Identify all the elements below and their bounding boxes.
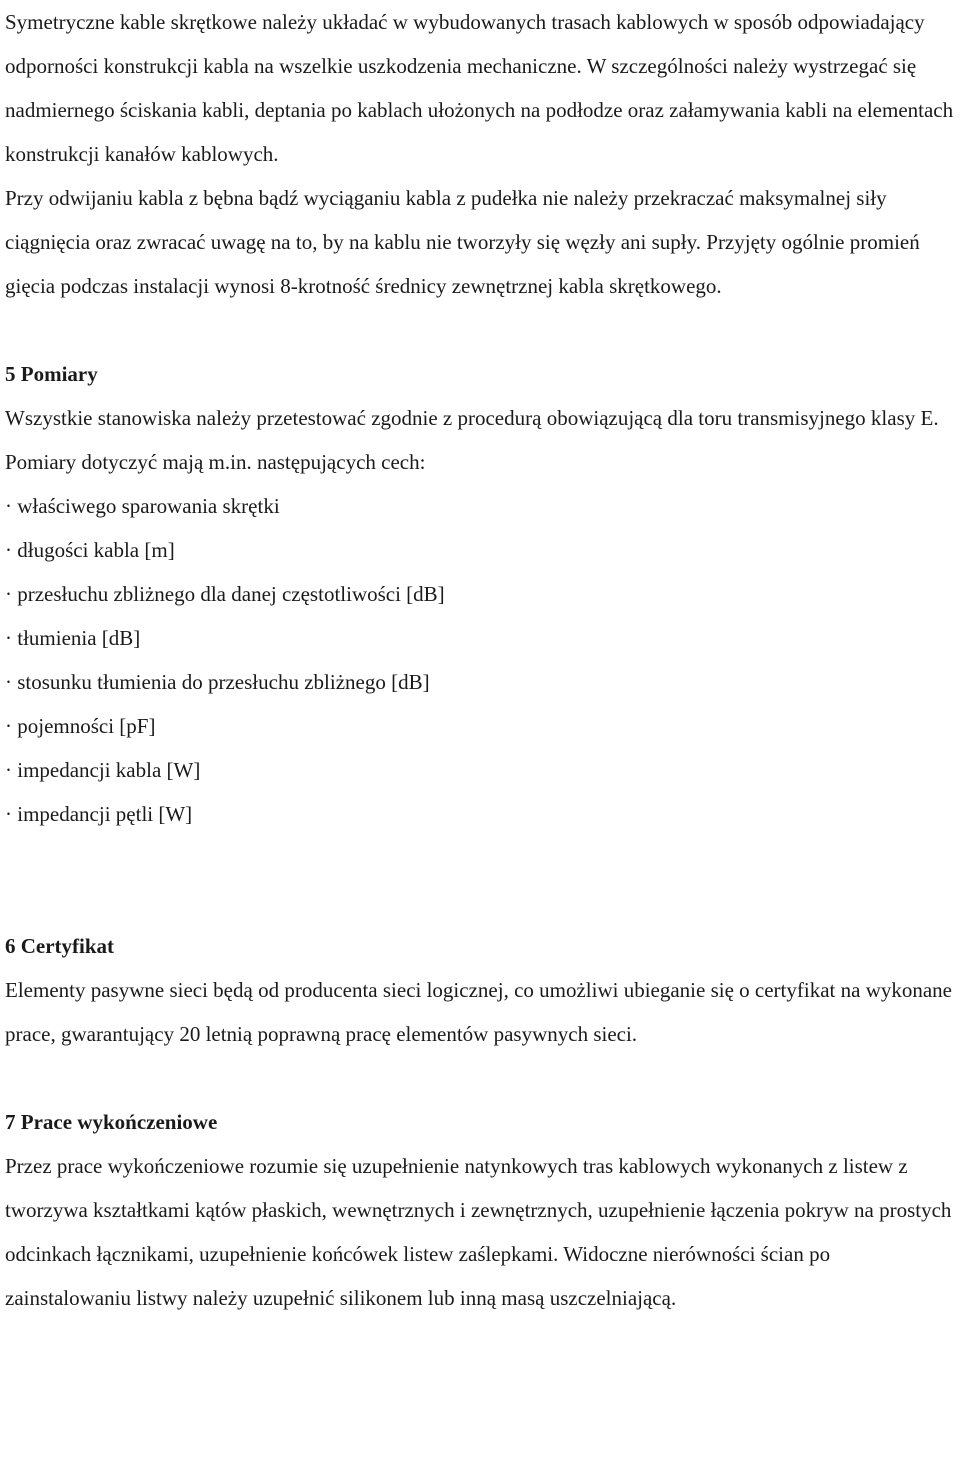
section-6-text: Elementy pasywne sieci będą od producenta sieci logicznej, co umożliwi ubieganie się o certyfikat na wykonane prace, gwarantujący 20 letnią poprawną pracę elementów pasywnych sieci.: [5, 978, 952, 1046]
list-item: · pojemności [pF]: [5, 714, 156, 738]
spacer: [5, 1056, 957, 1100]
section-7-heading: 7 Prace wykończeniowe: [5, 1110, 218, 1134]
section-finishing-works: [5, 1100, 957, 1320]
measurement-list: [5, 484, 957, 836]
list-item: · impedancji pętli [W]: [5, 802, 193, 826]
intro-paragraph-2: Przy odwijaniu kabla z bębna bądź wyciąganiu kabla z pudełka nie należy przekraczać maksymalnej siły ciągnięcia oraz zwracać uwagę na to, by na kablu nie tworzyły się węzły ani supły. Przyjęty ogólnie promień gięcia podczas instalacji wynosi 8-krotność średnicy zewnętrznej kabla skrętkowego.: [5, 186, 920, 298]
document-page: [5, 0, 957, 1320]
spacer: [5, 836, 957, 924]
list-item: · przesłuchu zbliżnego dla danej częstotliwości [dB]: [5, 582, 445, 606]
list-item: · właściwego sparowania skrętki: [5, 494, 280, 518]
section-5-heading: 5 Pomiary: [5, 362, 98, 386]
section-5-text: Wszystkie stanowiska należy przetestować zgodnie z procedurą obowiązującą dla toru transmisyjnego klasy E. Pomiary dotyczyć mają m.in. następujących cech:: [5, 406, 939, 474]
section-7-text: Przez prace wykończeniowe rozumie się uzupełnienie natynkowych tras kablowych wykonanych z listew z tworzywa kształtkami kątów płaskich, wewnętrznych i zewnętrznych, uzupełnienie łączenia pokryw na prostych odcinkach łącznikami, uzupełnienie końcówek listew zaślepkami. Widoczne nierówności ścian po zainstalowaniu listwy należy uzupełnić silikonem lub inną masą uszczelniającą.: [5, 1154, 952, 1310]
section-6-heading: 6 Certyfikat: [5, 934, 115, 958]
intro-paragraph-1: Symetryczne kable skrętkowe należy układać w wybudowanych trasach kablowych w sposób odpowiadający odporności konstrukcji kabla na wszelkie uszkodzenia mechaniczne. W szczególności należy wystrzegać się nadmiernego ściskania kabli, deptania po kablach ułożonych na podłodze oraz załamywania kabli na elementach konstrukcji kanałów kablowych.: [5, 10, 954, 166]
section-certificate: [5, 924, 957, 1056]
spacer: [5, 308, 957, 352]
list-item: · impedancji kabla [W]: [5, 758, 201, 782]
section-measurements: [5, 352, 957, 836]
list-item: · długości kabla [m]: [5, 538, 175, 562]
list-item: · stosunku tłumienia do przesłuchu zbliżnego [dB]: [5, 670, 430, 694]
list-item: · tłumienia [dB]: [5, 626, 141, 650]
